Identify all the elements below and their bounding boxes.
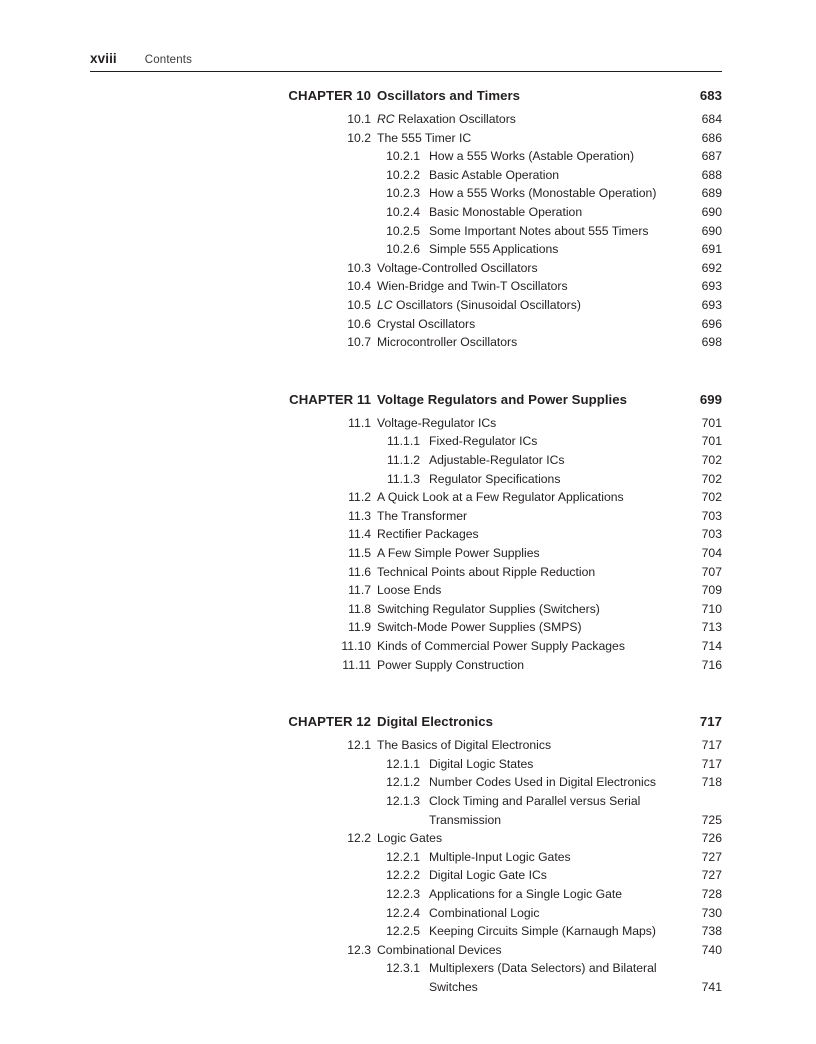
entry-title: Fixed-Regulator ICs — [429, 434, 538, 449]
entry-number: 10.6 — [347, 316, 371, 331]
toc-entry-row[interactable] — [0, 414, 816, 433]
entry-page-number: 738 — [701, 924, 722, 939]
toc-entry-row[interactable] — [0, 736, 816, 755]
entry-title: The Transformer — [377, 508, 468, 523]
entry-number: 12.2 — [347, 831, 371, 846]
entry-page-number: 714 — [701, 639, 722, 653]
toc-entry-row[interactable] — [0, 941, 816, 960]
toc-entry-row[interactable] — [0, 637, 816, 656]
chapter-heading-row[interactable] — [0, 389, 816, 411]
entry-number: 12.1.3 — [386, 794, 420, 808]
entry-title: Adjustable-Regulator ICs — [429, 453, 565, 467]
toc-entry-row[interactable] — [0, 451, 816, 470]
toc-entry-row[interactable] — [0, 866, 816, 885]
entry-title: Clock Timing and Parallel versus Serial Transmission — [429, 794, 641, 827]
entry-number: 10.2.1 — [386, 149, 420, 164]
entry-page-number: 713 — [701, 620, 722, 635]
entry-title: Digital Logic Gate ICs — [429, 868, 547, 883]
chapter-number: CHAPTER 10 — [288, 88, 371, 103]
entry-page-number: 702 — [701, 471, 722, 486]
entry-number: 11.10 — [341, 639, 371, 653]
entry-number: 10.7 — [347, 335, 371, 350]
entry-title: Simple 555 Applications — [429, 242, 559, 257]
toc-entry-row[interactable] — [0, 147, 816, 166]
entry-page-number: 703 — [701, 527, 722, 542]
entry-title: Regulator Specifications — [429, 471, 561, 486]
running-head-label: Contents — [144, 54, 193, 66]
entry-number: 11.5 — [348, 546, 371, 560]
entry-page-number: 692 — [701, 260, 722, 275]
entry-title: Applications for a Single Logic Gate — [429, 887, 623, 901]
entry-number: 12.2.5 — [386, 924, 420, 939]
toc-entry-row[interactable] — [0, 922, 816, 941]
toc-entry-row[interactable] — [0, 563, 816, 582]
entry-number: 12.2.2 — [386, 868, 420, 883]
entry-title: How a 555 Works (Astable Operation) — [429, 149, 635, 164]
entry-page-number: 696 — [701, 316, 722, 331]
entry-number: 10.5 — [347, 298, 371, 312]
toc-entry-row[interactable] — [0, 259, 816, 278]
entry-title: Crystal Oscillators — [377, 316, 476, 331]
entry-number: 10.1 — [347, 112, 371, 126]
entry-title: The 555 Timer IC — [377, 130, 472, 145]
entry-page-number: 725 — [701, 812, 722, 827]
entry-title: Number Codes Used in Digital Electronics — [429, 775, 656, 790]
entry-number: 12.1.2 — [386, 775, 420, 790]
entry-title: A Few Simple Power Supplies — [377, 546, 540, 560]
entry-title: Digital Logic States — [429, 756, 534, 771]
entry-number: 10.2.4 — [386, 205, 420, 219]
chapter-number: CHAPTER 11 — [289, 391, 371, 407]
entry-title — [377, 296, 662, 315]
entry-title: Rectifier Packages — [377, 527, 479, 542]
entry-title: How a 555 Works (Monostable Operation) — [429, 186, 657, 201]
entry-page-number: 684 — [701, 112, 722, 126]
entry-page-number: 710 — [701, 601, 722, 616]
entry-number: 11.9 — [348, 620, 371, 635]
entry-title: Multiplexers (Data Selectors) and Bilateral Switches — [429, 961, 657, 994]
entry-title: Combinational Devices — [377, 942, 502, 957]
chapter-title: Digital Electronics — [377, 714, 494, 730]
table-of-contents — [0, 85, 816, 997]
chapter-heading-row[interactable] — [0, 711, 816, 733]
toc-entry-row[interactable] — [0, 581, 816, 600]
entry-title: Wien-Bridge and Twin-T Oscillators — [377, 279, 568, 294]
entry-page-number: 702 — [701, 490, 722, 505]
toc-entry-row[interactable] — [0, 222, 816, 241]
toc-entry-row[interactable] — [0, 848, 816, 867]
entry-page-number: 693 — [701, 298, 722, 312]
entry-page-number: 740 — [701, 942, 722, 957]
entry-title: Kinds of Commercial Power Supply Packages — [377, 639, 625, 653]
entry-page-number: 698 — [701, 335, 722, 350]
toc-entry-row[interactable] — [0, 203, 816, 222]
header-rule — [90, 71, 722, 72]
entry-number: 12.3.1 — [386, 961, 420, 976]
chapter-page-number: 699 — [699, 391, 722, 407]
running-head — [90, 51, 722, 71]
toc-entry-row[interactable] — [0, 755, 816, 774]
entry-number: 11.1.1 — [387, 434, 420, 449]
entry-number: 12.2.1 — [386, 849, 420, 864]
entry-title: Combinational Logic — [429, 905, 540, 920]
toc-entry-row[interactable] — [0, 507, 816, 526]
entry-title: Switch-Mode Power Supplies (SMPS) — [377, 620, 582, 635]
entry-title: Keeping Circuits Simple (Karnaugh Maps) — [429, 924, 656, 939]
entry-page-number: 718 — [701, 775, 722, 790]
toc-entry-row[interactable] — [0, 333, 816, 352]
entry-page-number: 726 — [701, 831, 722, 846]
entry-page-number: 728 — [701, 887, 722, 901]
entry-number: 11.4 — [348, 527, 371, 542]
entry-number: 10.4 — [347, 279, 371, 294]
toc-entry-row[interactable] — [0, 618, 816, 637]
toc-entry-row[interactable] — [0, 656, 816, 675]
toc-entry-row[interactable] — [0, 315, 816, 334]
entry-page-number: 717 — [701, 756, 722, 771]
toc-entry-row[interactable] — [0, 904, 816, 923]
entry-number: 10.2.5 — [386, 223, 420, 238]
toc-entry-row[interactable] — [0, 432, 816, 451]
entry-title: Multiple-Input Logic Gates — [429, 849, 571, 864]
toc-entry-row[interactable] — [0, 544, 816, 563]
entry-number: 12.2.4 — [386, 905, 420, 920]
toc-entry-row[interactable] — [0, 296, 816, 315]
entry-page-number: 689 — [701, 186, 722, 201]
chapter-number: CHAPTER 12 — [288, 714, 371, 730]
toc-entry-row[interactable] — [0, 184, 816, 203]
entry-number: 10.2.6 — [386, 242, 420, 257]
toc-entry-row[interactable] — [0, 240, 816, 259]
chapter-heading-row[interactable] — [0, 85, 816, 107]
entry-page-number: 709 — [701, 583, 722, 598]
chapter-page-number: 717 — [699, 714, 722, 730]
toc-entry-row[interactable] — [0, 525, 816, 544]
entry-number: 11.7 — [348, 583, 371, 598]
toc-entry-row[interactable] — [0, 885, 816, 904]
entry-title: Technical Points about Ripple Reduction — [377, 564, 596, 579]
entry-page-number: 691 — [701, 242, 722, 257]
entry-title: Loose Ends — [377, 583, 442, 598]
entry-number: 11.2 — [348, 490, 371, 505]
entry-title: Logic Gates — [377, 831, 443, 846]
toc-entry-row[interactable] — [0, 129, 816, 148]
entry-page-number: 707 — [701, 564, 722, 579]
entry-number: 12.1.1 — [386, 756, 420, 771]
entry-page-number: 704 — [701, 546, 722, 560]
entry-page-number: 727 — [701, 868, 722, 883]
entry-page-number: 687 — [701, 149, 722, 164]
entry-page-number: 717 — [701, 738, 722, 753]
entry-number: 11.3 — [348, 508, 371, 523]
toc-entry-row[interactable] — [0, 829, 816, 848]
entry-number: 10.2.3 — [386, 186, 420, 201]
entry-title: Microcontroller Oscillators — [377, 335, 518, 350]
entry-page-number: 741 — [701, 979, 722, 994]
entry-page-number: 690 — [701, 205, 722, 219]
toc-entry-row[interactable] — [0, 166, 816, 185]
entry-title-italic-prefix: RC — [377, 112, 395, 126]
entry-number: 11.6 — [348, 564, 371, 579]
entry-page-number: 703 — [701, 508, 722, 523]
entry-number: 12.3 — [347, 942, 371, 957]
entry-number: 10.2.2 — [386, 167, 420, 182]
entry-page-number: 693 — [701, 279, 722, 294]
entry-page-number: 727 — [701, 849, 722, 864]
entry-page-number: 716 — [701, 657, 722, 672]
entry-title: Basic Astable Operation — [429, 167, 560, 182]
page-folio: xviii — [90, 51, 117, 66]
entry-page-number: 702 — [701, 453, 722, 467]
entry-number: 11.1.2 — [387, 453, 420, 467]
entry-page-number: 730 — [701, 905, 722, 920]
toc-entry-row[interactable] — [0, 773, 816, 792]
entry-page-number: 701 — [701, 415, 722, 430]
entry-title: Some Important Notes about 555 Timers — [429, 223, 649, 238]
toc-entry-row[interactable] — [0, 110, 816, 129]
entry-number: 10.3 — [347, 260, 371, 275]
entry-title: Basic Monostable Operation — [429, 205, 583, 219]
toc-entry-row[interactable] — [0, 488, 816, 507]
entry-title-text: Oscillators (Sinusoidal Oscillators) — [392, 298, 581, 312]
toc-entry-row[interactable] — [0, 959, 816, 996]
chapter-title: Oscillators and Timers — [377, 88, 521, 103]
entry-title: Voltage-Regulator ICs — [377, 415, 497, 430]
entry-title: Power Supply Construction — [377, 657, 524, 672]
toc-entry-row[interactable] — [0, 792, 816, 829]
entry-title: Switching Regulator Supplies (Switchers) — [377, 601, 600, 616]
entry-number: 12.2.3 — [386, 887, 420, 901]
entry-page-number: 688 — [701, 167, 722, 182]
entry-number: 11.11 — [342, 657, 371, 672]
entry-title — [377, 110, 662, 129]
entry-title: A Quick Look at a Few Regulator Applications — [377, 490, 624, 505]
entry-number: 11.1 — [348, 415, 371, 430]
entry-page-number: 701 — [701, 434, 722, 449]
chapter-title: Voltage Regulators and Power Supplies — [377, 391, 628, 407]
entry-title-italic-prefix: LC — [377, 298, 393, 312]
toc-entry-row[interactable] — [0, 470, 816, 489]
entry-title: The Basics of Digital Electronics — [377, 738, 552, 753]
chapter-page-number: 683 — [699, 88, 722, 103]
entry-title-text: Relaxation Oscillators — [394, 112, 516, 126]
entry-number: 12.1 — [347, 738, 371, 753]
entry-title: Voltage-Controlled Oscillators — [377, 260, 538, 275]
entry-number: 11.8 — [348, 601, 371, 616]
toc-entry-row[interactable] — [0, 600, 816, 619]
entry-number: 11.1.3 — [387, 471, 420, 486]
entry-page-number: 690 — [701, 223, 722, 238]
entry-page-number: 686 — [701, 130, 722, 145]
toc-entry-row[interactable] — [0, 277, 816, 296]
entry-number: 10.2 — [347, 130, 371, 145]
